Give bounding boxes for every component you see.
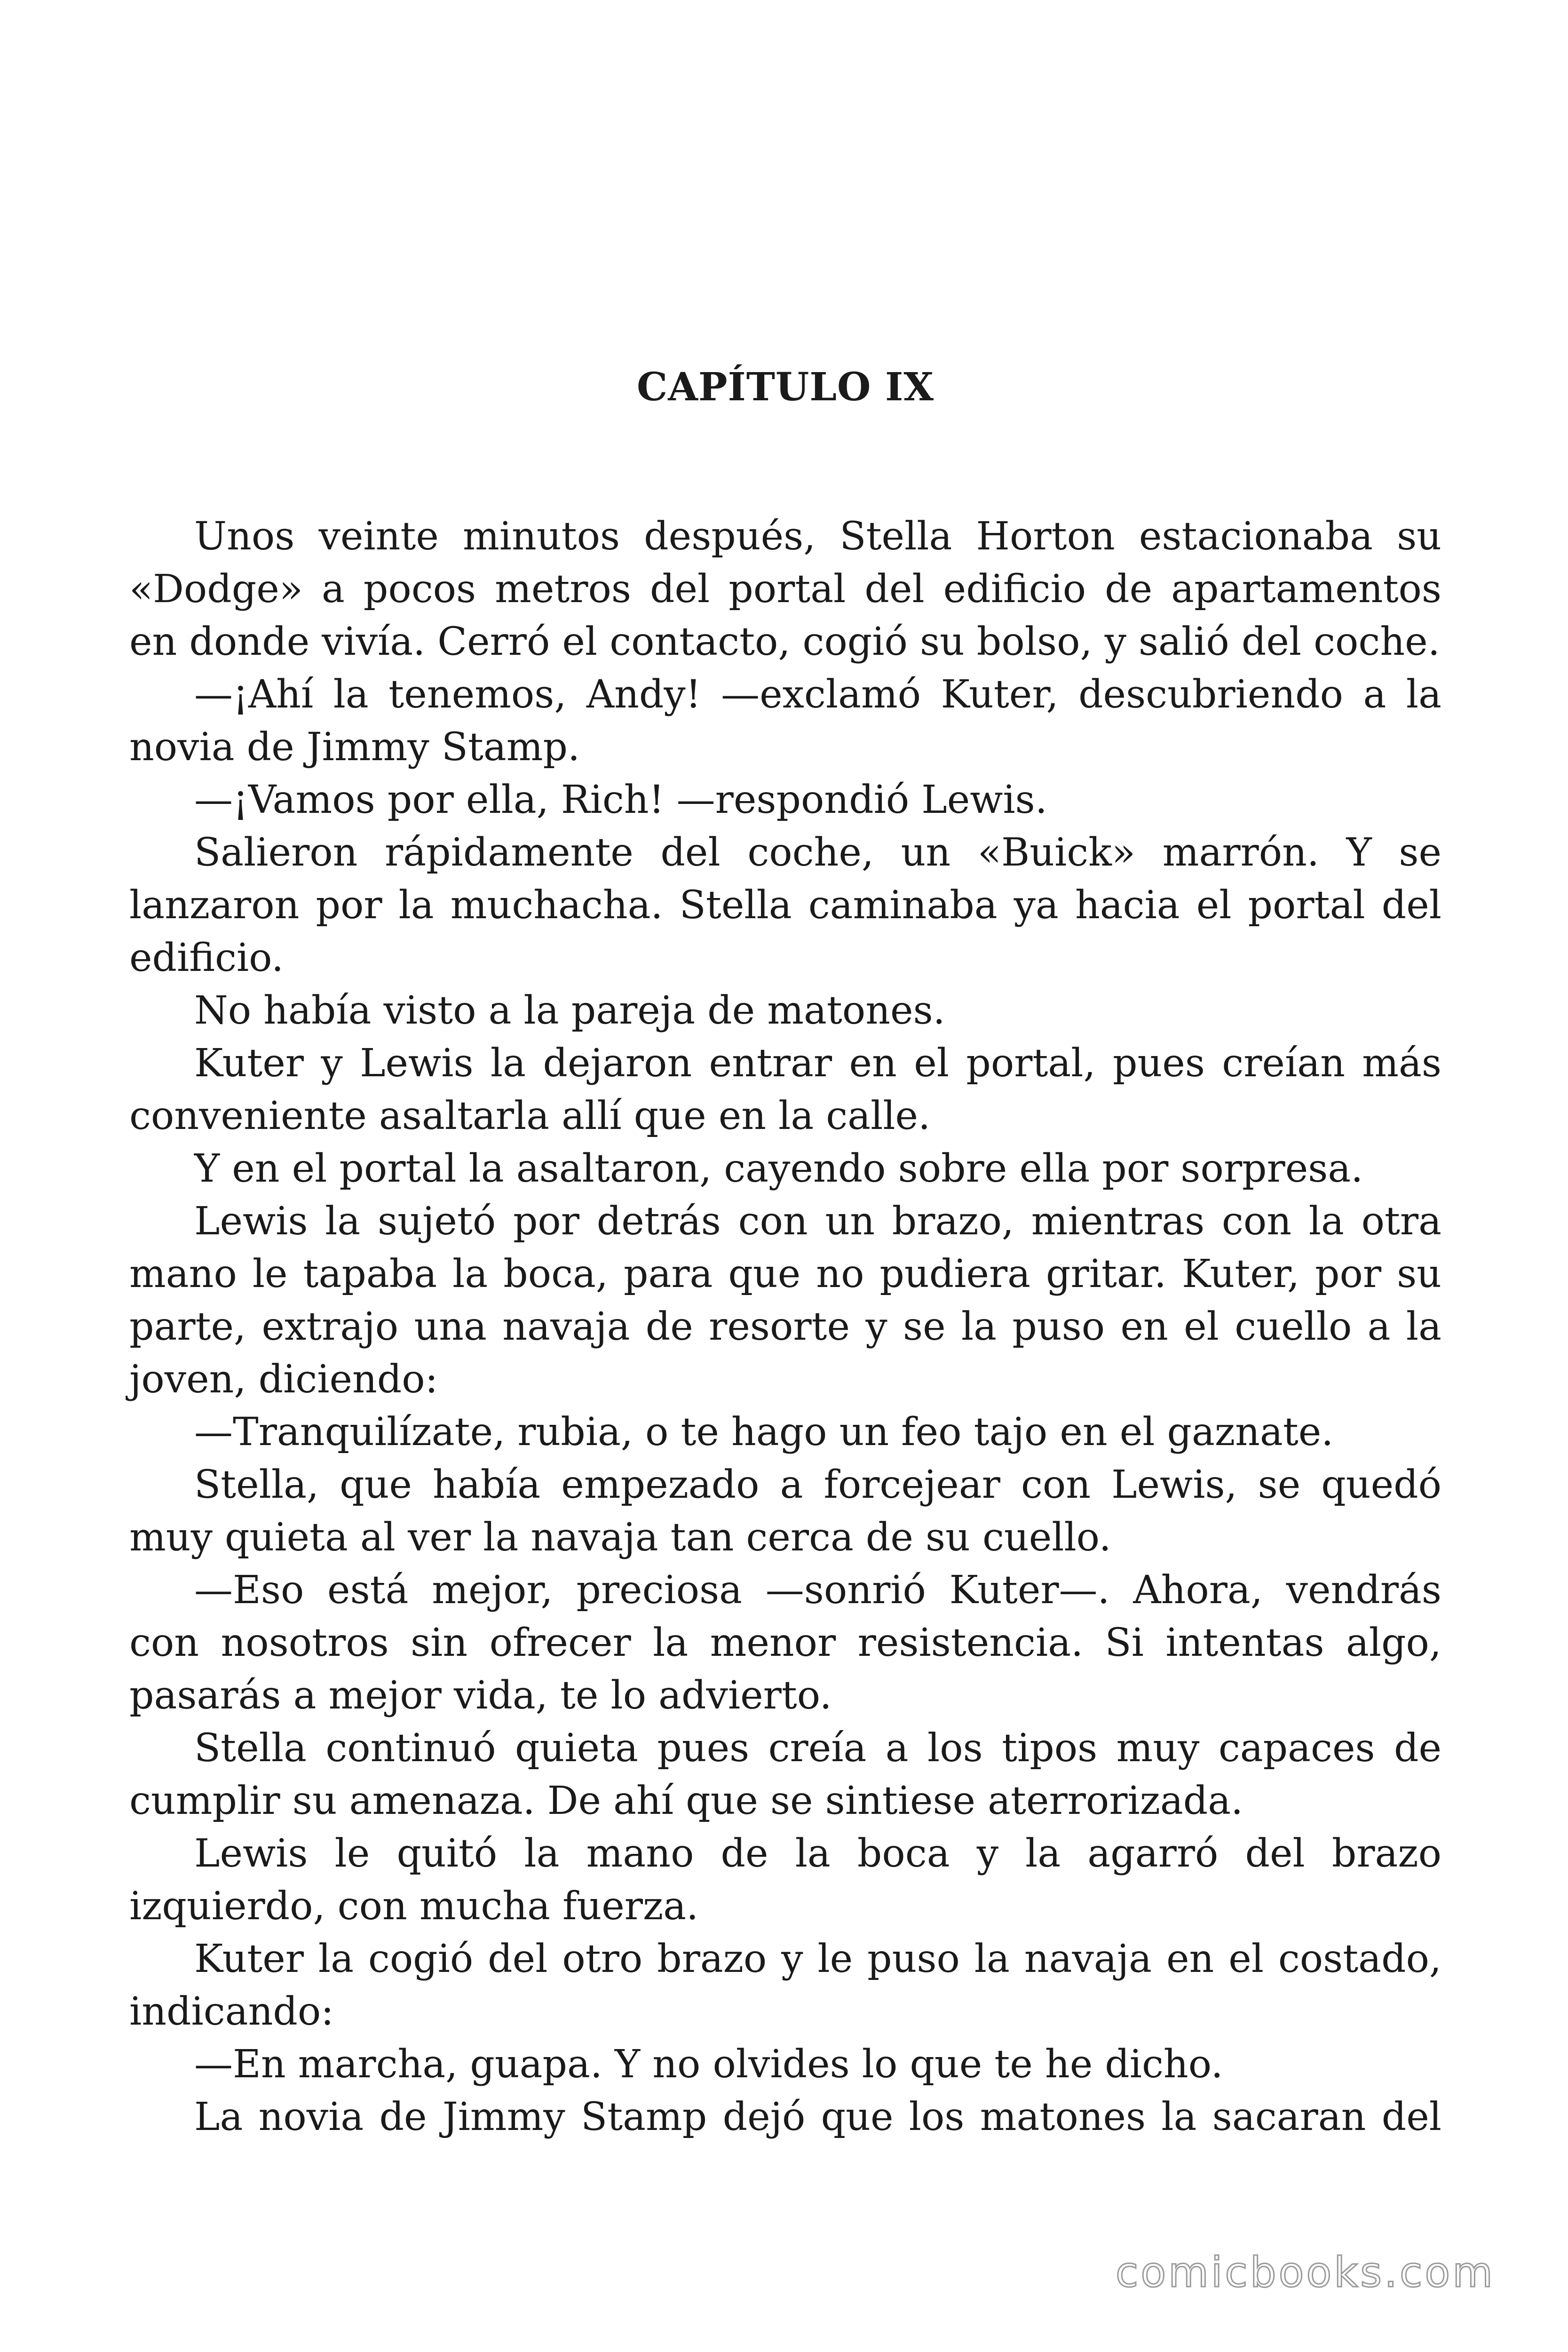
paragraph: Salieron rápidamente del coche, un «Buick» marrón. Y se lanzaron por la muchacha. Stella caminaba ya hacia el portal del edificio. [129, 830, 1441, 980]
paragraph: Y en el portal la asaltaron, cayendo sobre ella por sorpresa. [194, 1146, 1363, 1191]
paragraph-continued: La novia de Jimmy Stamp dejó que los matones la sacaran del [194, 2095, 1441, 2139]
paragraph: —En marcha, guapa. Y no olvides lo que te he dicho. [194, 2042, 1223, 2087]
paragraph: Stella continuó quieta pues creía a los tipos muy capaces de cumplir su amenaza. De ahí que se sintiese aterrorizada. [129, 1726, 1441, 1823]
paragraph: Kuter la cogió del otro brazo y le puso la navaja en el costado, indicando: [129, 1937, 1441, 2034]
paragraph: Lewis le quitó la mano de la boca y la agarró del brazo izquierdo, con mucha fuerza. [129, 1831, 1441, 1929]
paragraph: Lewis la sujetó por detrás con un brazo, mientras con la otra mano le tapaba la boca, para que no pudiera gritar. Kuter, por su parte, extrajo una navaja de resorte y se la puso en el cuello a la joven, diciendo: [129, 1199, 1441, 1402]
paragraph: Unos veinte minutos después, Stella Horton estacionaba su «Dodge» a pocos metros del portal del edificio de apartamentos en donde vivía. Cerró el contacto, cogió su bolso, y salió del coche. [129, 514, 1441, 664]
chapter-title: CAPÍTULO IX [636, 365, 934, 410]
paragraph: Stella, que había empezado a forcejear con Lewis, se quedó muy quieta al ver la navaja tan cerca de su cuello. [129, 1462, 1441, 1560]
chapter-body [129, 510, 1441, 2144]
paragraph: —¡Ahí la tenemos, Andy! —exclamó Kuter, descubriendo a la novia de Jimmy Stamp. [129, 672, 1441, 770]
paragraph: No había visto a la pareja de matones. [194, 988, 945, 1033]
paragraph: —Tranquilízate, rubia, o te hago un feo tajo en el gaznate. [194, 1410, 1334, 1454]
book-page [129, 0, 1441, 2352]
paragraph: —¡Vamos por ella, Rich! —respondió Lewis. [194, 778, 1047, 822]
paragraph: Kuter y Lewis la dejaron entrar en el portal, pues creían más conveniente asaltarla allí que en la calle. [129, 1041, 1441, 1138]
paragraph: —Eso está mejor, preciosa —sonrió Kuter—. Ahora, vendrás con nosotros sin ofrecer la menor resistencia. Si intentas algo, pasarás a mejor vida, te lo advierto. [129, 1568, 1441, 1718]
watermark: comicbooks.com [1115, 2248, 1495, 2296]
